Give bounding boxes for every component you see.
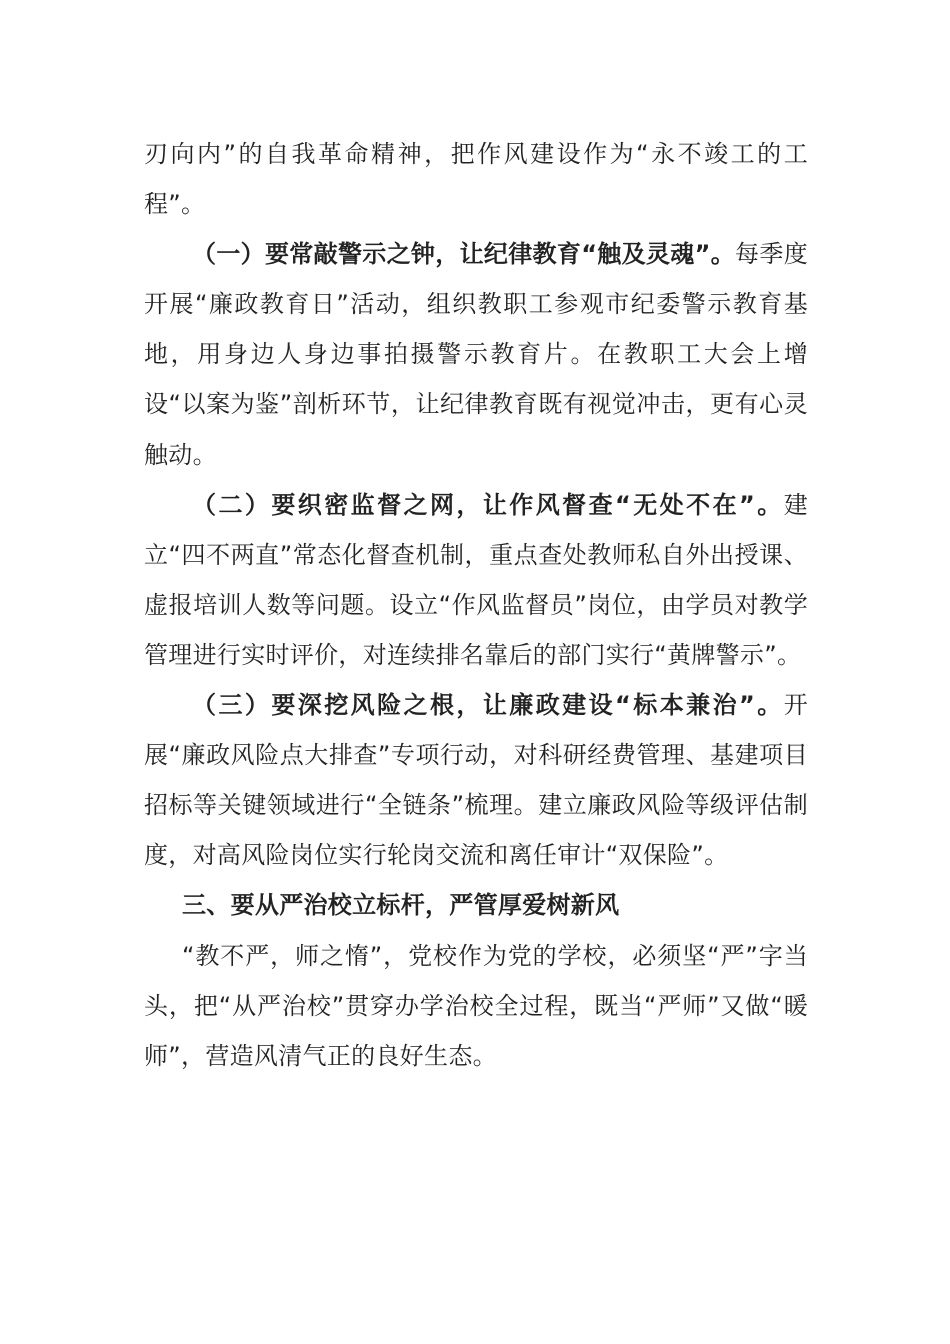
paragraph-text: 建立“四不两直”常态化督查机制，重点查处教师私自外出授课、虚报培训人数等问题。设立“作风监督员”岗位，由学员对教学管理进行实时评价，对连续排名靠后的部门实行“黄牌警示”。 — [144, 490, 808, 669]
paragraph-lead: （一）要常敲警示之钟，让纪律教育“触及灵魂”。 — [192, 240, 736, 269]
paragraph-risk-control — [144, 680, 808, 880]
paragraph-lead: （三）要深挖风险之根，让廉政建设“标本兼治”。 — [192, 691, 784, 720]
paragraph-text: 刃向内”的自我革命精神，把作风建设作为“永不竣工的工程”。 — [144, 140, 808, 219]
paragraph-text: 开展“廉政风险点大排查”专项行动，对科研经费管理、基建项目招标等关键领域进行“全链条”梳理。建立廉政风险等级评估制度，对高风险岗位实行轮岗交流和离任审计“双保险”。 — [144, 691, 808, 870]
paragraph-warning-education — [144, 229, 808, 479]
paragraph-strict-governance — [144, 931, 808, 1081]
paragraph-lead: （二）要织密监督之网，让作风督查“无处不在”。 — [192, 490, 784, 519]
paragraph-text: “教不严，师之惰”，党校作为党的学校，必须坚“严”字当头，把“从严治校”贯穿办学治校全过程，既当“严师”又做“暖师”，营造风清气正的良好生态。 — [144, 941, 808, 1070]
paragraph-text: 每季度开展“廉政教育日”活动，组织教职工参观市纪委警示教育基地，用身边人身边事拍摄警示教育片。在教职工大会上增设“以案为鉴”剖析环节，让纪律教育既有视觉冲击，更有心灵触动。 — [144, 240, 808, 469]
paragraph-continuation — [144, 129, 808, 229]
document-body — [144, 129, 808, 1081]
paragraph-supervision — [144, 480, 808, 680]
section-heading: 三、要从严治校立标杆，严管厚爱树新风 — [182, 891, 620, 920]
